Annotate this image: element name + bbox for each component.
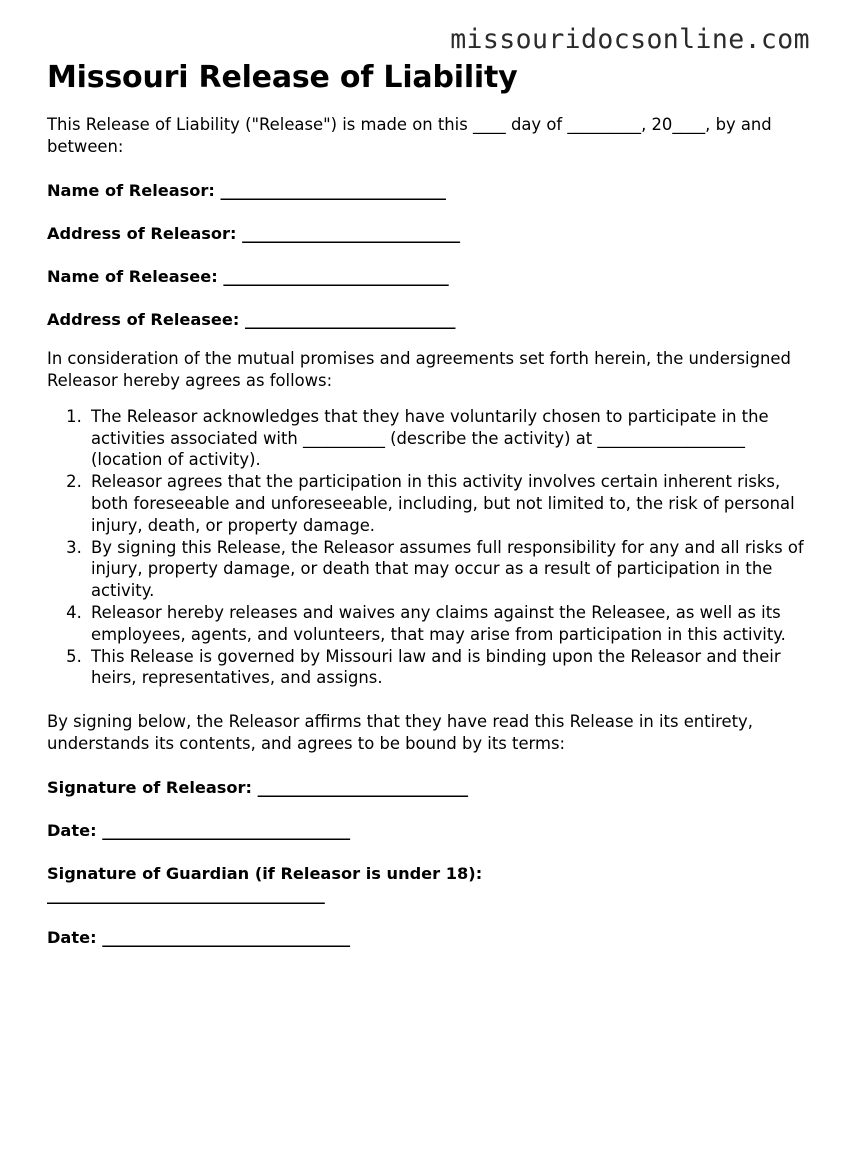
list-item: 4. Releasor hereby releases and waives any claims against the Releasee, as well as its employees, agents, and volunteers, that may arise from participation in this activity. xyxy=(87,602,810,646)
field-blank[interactable]: ______________________________ xyxy=(223,266,449,286)
field-label: Signature of Releasor: xyxy=(47,777,253,797)
field-label: Name of Releasee: xyxy=(47,266,218,286)
list-item: 1. The Releasor acknowledges that they have voluntarily chosen to participate in the activities associated with __________ (describe the activity) at __________________ (location of activity). xyxy=(87,406,810,471)
consideration-paragraph: In consideration of the mutual promises and agreements set forth herein, the undersigned Releasor hereby agrees as follows: xyxy=(47,349,791,390)
field-label: Date: xyxy=(47,820,97,840)
field-blank[interactable]: _________________________________ xyxy=(102,927,350,947)
field-signature-of-releasor xyxy=(47,777,810,798)
field-guardian-signature-label xyxy=(47,863,810,884)
site-watermark: missouridocsonline.com xyxy=(450,24,810,55)
field-label: Address of Releasee: xyxy=(47,310,240,330)
signature-block xyxy=(47,777,810,948)
field-guardian-signature-blank[interactable]: _____________________________________ xyxy=(47,885,325,905)
closing-paragraph: By signing below, the Releasor affirms that they have read this Release in its entirety, understands its contents, and agrees to be bound by its terms: xyxy=(47,712,753,754)
field-blank[interactable]: ______________________________ xyxy=(220,180,446,200)
field-guardian-date xyxy=(47,927,810,948)
page-bottom-whitespace xyxy=(47,948,810,1158)
field-address-of-releasor xyxy=(47,223,810,244)
field-label: Name of Releasor: xyxy=(47,180,215,200)
page-title: Missouri Release of Liability xyxy=(47,59,518,95)
party-fields-group xyxy=(47,180,810,330)
field-blank[interactable]: _________________________________ xyxy=(102,820,350,840)
field-blank[interactable]: ____________________________ xyxy=(244,310,455,330)
field-releasor-date xyxy=(47,820,810,841)
field-blank[interactable]: _____________________________ xyxy=(242,223,460,243)
field-label: Address of Releasor: xyxy=(47,223,237,243)
field-label: Signature of Guardian (if Releasor is under 18): xyxy=(47,864,483,884)
field-blank[interactable]: ____________________________ xyxy=(257,777,468,797)
field-name-of-releasor xyxy=(47,180,810,201)
field-name-of-releasee xyxy=(47,266,810,287)
intro-paragraph: This Release of Liability ("Release") is made on this ____ day of _________, 20____, by and between: xyxy=(47,115,772,157)
list-item: 5. This Release is governed by Missouri law and is binding upon the Releasor and their heirs, representatives, and assigns. xyxy=(87,646,810,690)
field-label: Date: xyxy=(47,927,97,947)
terms-list xyxy=(47,406,810,690)
list-item: 3. By signing this Release, the Releasor assumes full responsibility for any and all risks of injury, property damage, or death that may occur as a result of participation in the activity. xyxy=(87,537,810,602)
list-item: 2. Releasor agrees that the participation in this activity involves certain inherent risks, both foreseeable and unforeseeable, including, but not limited to, the risk of personal injury, death, or property damage. xyxy=(87,471,810,536)
field-address-of-releasee xyxy=(47,309,810,330)
